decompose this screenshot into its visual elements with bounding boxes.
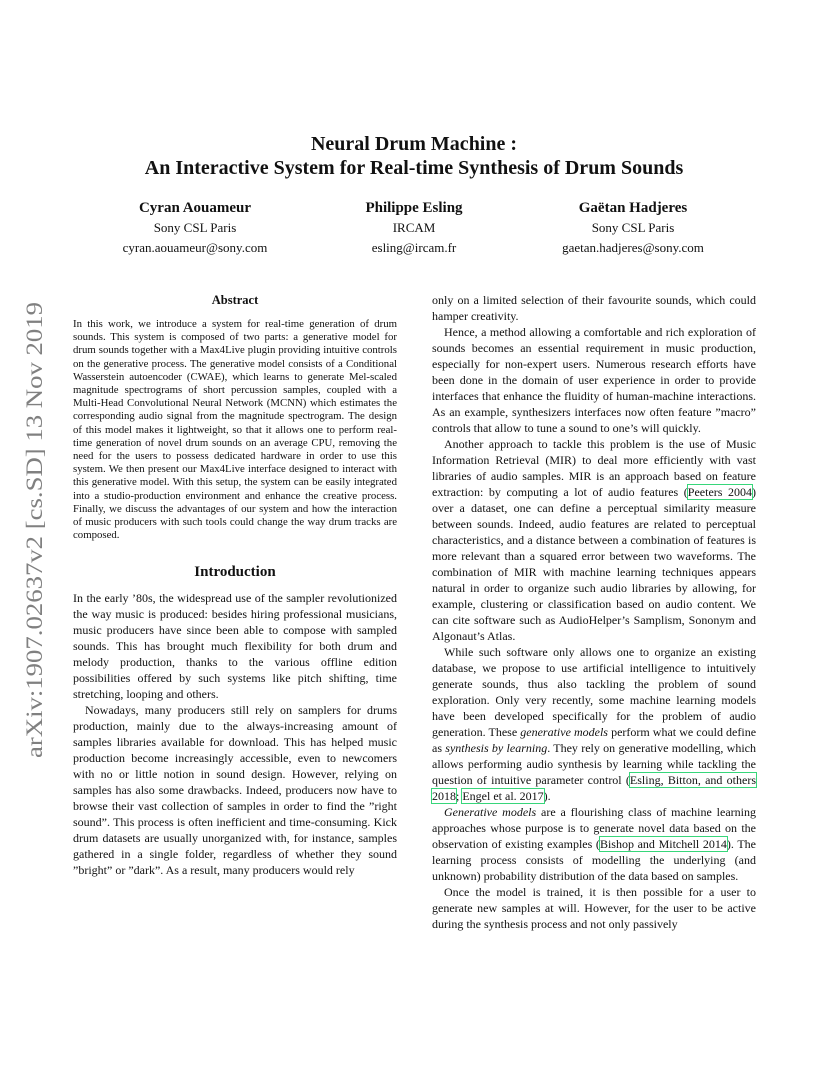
citation-link-peeters[interactable]: Peeters 2004 — [687, 485, 752, 499]
right-paragraph-1: Hence, a method allowing a comfortable and rich exploration of sounds becomes an essential requirement in music production, especially for non-expert users. Numerous research efforts have been done in the domain of user experience in order to provide interfaces that enhance the fluidity of human-machine interactions. As an example, synthesizers interfaces now often feature ”macro” controls that allow to tune a sound to one’s will quickly. — [432, 325, 756, 435]
title-line-2: An Interactive System for Real-time Synthesis of Drum Sounds — [144, 157, 684, 179]
arxiv-watermark — [6, 300, 58, 760]
arxiv-identifier: arXiv:1907.02637v2 [cs.SD] 13 Nov 2019 — [22, 357, 48, 758]
author-name: Gaëtan Hadjeres — [578, 200, 688, 216]
citation-link-bishop[interactable]: Bishop and Mitchell 2014 — [599, 837, 727, 851]
author-3 — [523, 198, 743, 258]
author-block — [0, 198, 828, 258]
title-line-1: Neural Drum Machine : — [310, 133, 518, 155]
introduction-heading: Introduction — [194, 564, 276, 581]
text-span: ). — [543, 789, 551, 803]
text-span: . They rely on generative modelling, which allows performing audio synthesis by learning while tackling the question of intuitive parameter control ( — [432, 741, 756, 787]
author-1 — [85, 198, 305, 258]
emphasis-text: synthesis by learning — [445, 741, 548, 755]
text-span: While such software only allows one to organize an existing database, we propose to use artificial intelligence to intuitively generate sounds, thus also tackling the problem of sound exploration. Only very recently, some machine learning models have been developed specifically for the problem of audio generation. These — [432, 645, 756, 739]
abstract-text: In this work, we introduce a system for real-time generation of drum sounds. This system is composed of two parts: a generative model for drum sounds together with a Max4Live plugin providing intuitive controls on the generative process. The generative model consists of a Conditional Wasserstein autoencoder (CWAE), which learns to generate Mel-scaled magnitude spectrograms of short percussion samples, coupled with a Multi-Head Convolutional Neural Network (MCNN) which estimates the corresponding audio signal from the magnitude spectrogram. The design of this model makes it lightweight, so that it allows one to perform real-time generation of novel drum sounds on an average CPU, removing the need for the users to possess dedicated hardware in order to use this system. We then present our Max4Live interface designed to interact with this generative model. With this setup, the system can be easily integrated into a studio-production environment and enhance the creative process. Finally, we discuss the advantages of our system and how the interaction of music producers with such tools could change the way drum tracks are composed. — [73, 318, 397, 542]
abstract-heading: Abstract — [211, 293, 259, 307]
author-name: Philippe Esling — [365, 200, 463, 216]
right-paragraph-0: only on a limited selection of their favourite sounds, which could hamper creativity. — [432, 293, 756, 323]
left-column — [73, 292, 397, 878]
citation-link-engel[interactable]: Engel et al. 2017 — [462, 789, 544, 803]
author-email[interactable]: esling@ircam.fr — [371, 240, 457, 255]
text-span: are a flourishing class of machine learning approaches whose purpose is to generate novel data based on the observation of existing examples ( — [432, 805, 756, 851]
right-paragraph-2 — [432, 436, 756, 644]
right-paragraph-3 — [432, 644, 756, 804]
right-paragraph-5: Once the model is trained, it is then possible for a user to generate new samples at will. However, for the user to be active during the synthesis process and not only passively — [432, 885, 756, 931]
author-2 — [304, 198, 524, 258]
author-email[interactable]: gaetan.hadjeres@sony.com — [562, 240, 704, 255]
author-email[interactable]: cyran.aouameur@sony.com — [122, 240, 268, 255]
text-span: ) over a dataset, one can define a perceptual similarity measure between sounds. Indeed, audio features are related to perceptual characteristics, and a distance between a combination of features is more relevant than a squared error between two waveforms. The combination of MIR with machine learning techniques appears natural in order to organize such audio libraries by allowing, for example, clustering or classification based on audio content. We can cite software such as AudioHelper’s Samplism, Sononym and Algonaut’s Atlas. — [432, 485, 756, 643]
author-affiliation: Sony CSL Paris — [591, 220, 675, 235]
citation-link-esling[interactable]: Esling, Bitton, and others 2018 — [432, 773, 757, 803]
intro-paragraph-2: Nowadays, many producers still rely on samplers for drums production, mainly due to the always-increasing amount of samples libraries available for download. This has helped music production become increasingly accessible, even to newcomers with no or little notion in sound design. However, relying on samples has also some drawbacks. Indeed, producers now have to browse their vast collection of samples in order to find the ”right sound”. This process is often inefficient and time-consuming. Kick drum datasets are usually unorganized with, for instance, samples gathered in a single folder, regardless of whether they sound ”bright” or ”dark”. As a result, many producers would rely — [73, 703, 397, 878]
author-affiliation: IRCAM — [392, 220, 436, 235]
text-span: Another approach to tackle this problem is the use of Music Information Retrieval (MIR) to deal more efficiently with vast libraries of audio samples. MIR is an approach based on feature extraction: by computing a lot of audio features ( — [432, 437, 756, 499]
text-span: ; — [456, 789, 463, 803]
right-column — [432, 292, 756, 932]
text-span: perform what we could define as — [432, 725, 757, 755]
author-affiliation: Sony CSL Paris — [153, 220, 237, 235]
text-span: ). The learning process consists of modelling the underlying (and unknown) probability distribution of the data based on samples. — [432, 837, 756, 883]
emphasis-text: generative models — [520, 725, 608, 739]
paper-title — [0, 132, 828, 180]
right-paragraph-4 — [432, 804, 756, 884]
author-name: Cyran Aouameur — [138, 200, 252, 216]
intro-paragraph-1: In the early ’80s, the widespread use of the sampler revolutionized the way music is produced: besides hiring professional musicians, music producers have since been able to compose with sampled sounds. This has brought much flexibility for both drum and melody production, thanks to the various offline edition possibilities offered by such systems like pitch shifting, time stretching, looping and others. — [73, 591, 397, 702]
emphasis-text: Generative models — [444, 805, 537, 819]
